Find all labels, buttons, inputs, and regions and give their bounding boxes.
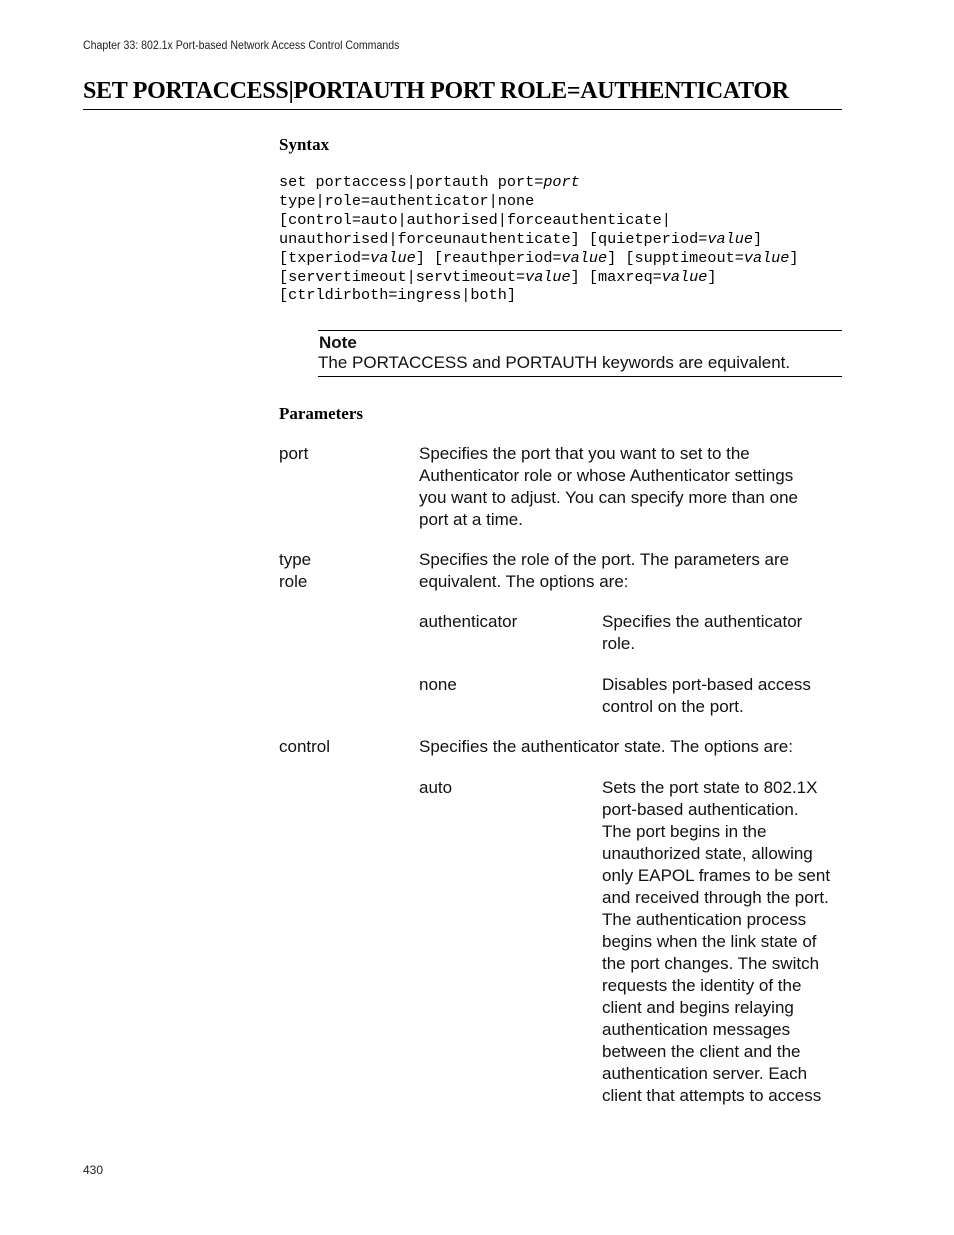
page-title: SET PORTACCESS|PORTAUTH PORT ROLE=AUTHENTICATOR [83,78,789,104]
desc-line: you want to adjust. You can specify more than one [419,488,798,507]
note-box [318,330,842,377]
syntax-keyword: [txperiod= [279,248,371,267]
note-title: Note [319,333,357,352]
syntax-keyword: ] [789,248,799,267]
syntax-keyword: set portaccess|portauth port= [279,173,544,191]
option-authenticator-name: authenticator [419,612,518,631]
running-header: Chapter 33: 802.1x Port-based Network Access Control Commands [83,38,400,52]
syntax-variable: value [525,267,571,286]
syntax-keyword: ] [752,229,763,248]
param-port-name: port [279,444,309,463]
param-control-name: control [279,737,331,756]
desc-line: Specifies the port that you want to set to the [419,444,750,463]
param-control-desc: Specifies the authenticator state. The options are: [419,737,793,756]
syntax-keyword: ] [supptimeout= [607,248,744,267]
syntax-keyword: ] [maxreq= [570,267,662,286]
note-text: The PORTACCESS and PORTAUTH keywords are equivalent. [318,353,791,372]
option-auto-name: auto [419,778,453,797]
desc-line: Authenticator role or whose Authenticator settings [419,466,794,485]
syntax-variable: value [661,267,708,286]
param-role-desc [419,549,844,593]
syntax-keyword: unauthorised|forceunauthenticate] [quietperiod= [279,229,708,248]
desc-line: equivalent. The options are: [419,572,629,591]
syntax-block [279,173,799,305]
syntax-keyword: [control=auto|authorised|forceauthenticate| [279,210,671,229]
param-role-name: type role [279,550,312,591]
syntax-keyword: ] [707,267,717,286]
syntax-variable: value [370,248,416,267]
page-number: 430 [83,1163,104,1177]
param-port-desc [419,443,844,531]
syntax-keyword: [servertimeout|servtimeout= [279,267,526,286]
option-authenticator-desc: Specifies the authenticator role. [602,612,803,653]
syntax-keyword: ] [reauthperiod= [415,248,562,267]
syntax-variable: value [707,229,753,248]
syntax-keyword: [ctrldirboth=ingress|both] [279,286,516,305]
syntax-heading: Syntax [279,135,330,154]
desc-line: Specifies the role of the port. The parameters are [419,550,790,569]
syntax-keyword: type|role=authenticator|none [279,191,535,210]
syntax-variable: port [543,173,580,191]
option-none-name: none [419,675,457,694]
parameters-heading: Parameters [279,404,364,423]
option-auto-desc: Sets the port state to 802.1X port-based authentication. The port begins in the unauthorized state, allowing only EAPOL frames to be sent and received through the port. The authentication process begins when the link state of the port changes. The switch requests the identity of the client and begins relaying authentication messages between the client and the authentication server. Each client that attempts to access [602,778,831,1105]
title-rule [83,109,842,110]
syntax-variable: value [561,248,608,267]
desc-line: port at a time. [419,510,523,529]
option-none-desc: Disables port-based access control on the port. [602,675,811,716]
syntax-variable: value [743,248,790,267]
